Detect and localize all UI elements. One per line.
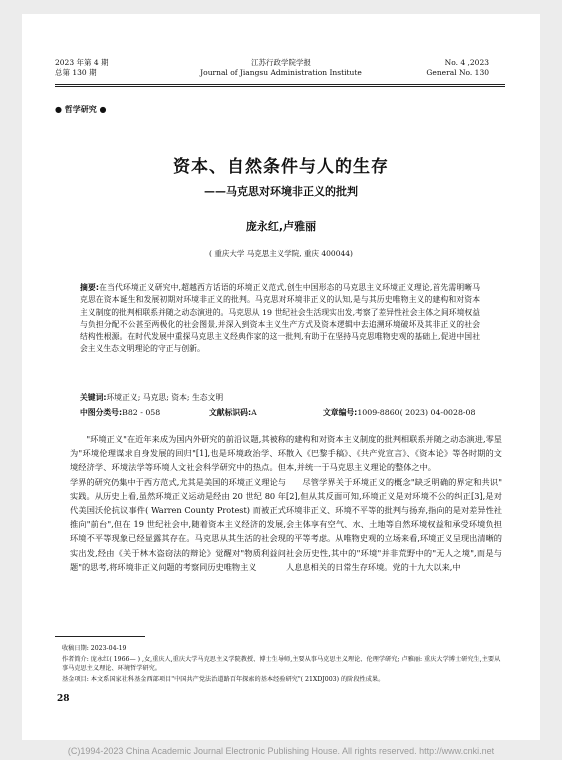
article-number-value: 1009-8860( 2023) 04-0028-08 — [357, 408, 476, 417]
copyright-footer: (C)1994-2023 China Academic Journal Electronic Publishing House. All rights reserved. http://www.cnki.net — [67, 746, 495, 756]
issue-total-en: General No. 130 — [426, 68, 489, 77]
footnote-author-intro: 作者简介: 庞永红( 1966— ) ,女,重庆人,重庆大学马克思主义学院教授、博士生导师,主要从事马克思主义理论、伦理学研究; 卢雅丽: 重庆大学博士研究生,主要从事马克思主义理论、环境哲学研究。 — [62, 656, 501, 673]
keywords — [80, 392, 480, 404]
page-number: 28 — [57, 694, 70, 704]
doc-code-value: A — [251, 408, 257, 417]
doc-code-label: 文献标识码: — [209, 408, 252, 417]
author-affiliation: ( 重庆大学 马克思主义学院, 重庆 400044) — [209, 249, 353, 258]
keywords-label: 关键词: — [80, 393, 107, 402]
journal-name-en: Journal of Jiangsu Administration Institute — [200, 68, 362, 77]
header-rule — [55, 84, 505, 85]
article-subtitle: ——马克思对环境非正义的批判 — [204, 185, 358, 198]
article-authors: 庞永红,卢雅丽 — [245, 220, 317, 233]
footnote-received: 收稿日期: 2023-04-19 — [62, 645, 127, 652]
keywords-text: 环境正义; 马克思; 资本; 生态文明 — [106, 393, 224, 402]
document-code — [209, 407, 257, 418]
journal-page — [22, 14, 540, 740]
clc-label: 中图分类号: — [80, 408, 123, 417]
body-column-right — [286, 432, 502, 574]
footnote-rule — [55, 636, 145, 637]
header-rule-thin — [55, 86, 505, 87]
issue-total: 总第 130 期 — [55, 68, 97, 77]
issue-number-en: No. 4 ,2023 — [444, 58, 489, 67]
body-column-left — [70, 432, 286, 574]
section-label: ● 哲学研究 ● — [55, 105, 107, 114]
issue-info-en — [426, 58, 489, 78]
article-number-label: 文章编号: — [323, 408, 358, 417]
abstract — [80, 282, 480, 356]
clc-value: B82 - 058 — [122, 408, 161, 417]
abstract-label: 摘要: — [80, 283, 99, 292]
abstract-text: 在当代环境正义研究中,超越西方话语的环境正义范式,创生中国形态的马克思主义环境正义理论,首先需明晰马克思在资本诞生和发展初期对环境非正义的批判。马克思对环境非正义的认知,是与其历史唯物主义的建构和对资本主义制度的批判相联系并随之动态演进的。马克思从 19 世纪社会生活现实出发,考察了差异性社会主体之间环境权益与负担分配不公甚至两极化的社会图景,并深入到资本主义生产方式及资本逻辑中去追溯环境破坏及其非正义的社会结构性根源。在时代发展中重探马克思主义经典作家的这一批判,有助于在坚持马克思唯物史观的基础上,促进中国社会主义生态文明理论的守正与创新。 — [80, 283, 480, 354]
issue-number: 2023 年第 4 期 — [55, 58, 109, 67]
article-title: 资本、自然条件与人的生存 — [173, 157, 389, 177]
article-number — [323, 407, 475, 418]
journal-name-cn: 江苏行政学院学报 — [251, 58, 311, 67]
body-paragraph: "环境正义"在近年来成为国内外研究的前沿议题,其被称为"环境伦理谋求自身发展的回归"[1],也是环境政治学、环境经济学、环境法学等环境人文社会科学研究中的热点。但学界的研究仍集中于西方范式,尤其是美国的环境正义理论与实践。从历史上看,虽然环境正义运动是经由 20 世纪 80 年代美国沃伦抗议事件( Warren County Protest) 而被正式推向"前台",但在 19 世纪社会中,随着资本主义经济的发展,环境不平等现象已经显露其存在。马克思从其生活的社会现实出发,经由《关于林木盗窃法的辩论》觉醒对"物质利益问题"的思考,将环境非正义问题的考察同历史唯物主义 — [70, 434, 286, 572]
body-paragraph: 的建构和对资本主义制度的批判相联系并随之动态演进,零星散入《巴黎手稿》、《共产党宣言》、《资本论》等各时期的文本,并统一于马克思主义理论的整体之中。 — [286, 434, 502, 473]
body-paragraph: 尽管学界关于环境正义的概念"缺乏明确的界定和共识"[2],但从其反面可知,环境正义是对环境不公的纠正[3],是对环境非正义、环境不平等的批判与扬弃,指向的是对差异性社会主体享有空气、水、土地等自然环境权益和承受环境负担的平等考虑。从唯物史观的立场来看,环境正义呈现出清晰的社会历史性,其中的"环境"并非荒野中的"无人之境",而是与人息息相关的日常生存环境。党的十九大以来,中 — [286, 476, 502, 572]
clc-number — [80, 407, 160, 418]
footnote-fund: 基金项目: 本文系国家社科基金西部项目"中国共产党法治道路百年探索的基本经验研究"( 21XDJ003) 的阶段性成果。 — [62, 676, 385, 683]
